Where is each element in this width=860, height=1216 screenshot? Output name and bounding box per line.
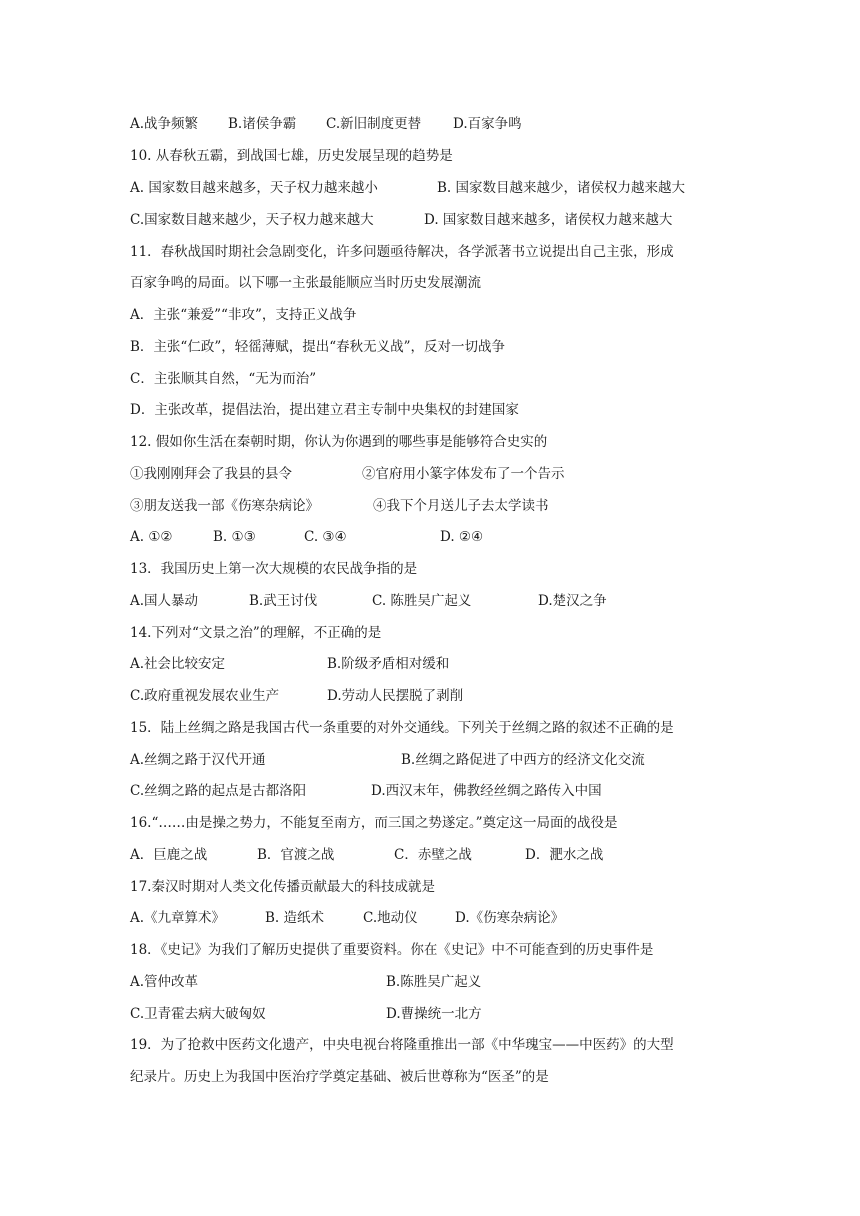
option: A.国人暴动 <box>130 593 199 609</box>
option: D．淝水之战 <box>525 847 604 863</box>
statement: ③朋友送我一部《伤寒杂病论》 <box>130 498 319 514</box>
question-10: 10. 从春秋五霸，到战国七雄，历史发展呈现的趋势是 <box>130 148 453 164</box>
option: C.地动仪 <box>363 910 418 926</box>
option: B.阶级矛盾相对缓和 <box>327 656 450 672</box>
option: B.武王讨伐 <box>249 593 318 609</box>
statement: ①我刚刚拜会了我县的县令 <box>130 466 292 482</box>
option: C.新旧制度更替 <box>326 116 422 132</box>
option: A.战争频繁 <box>130 116 199 132</box>
option: D.劳动人民摆脱了剥削 <box>327 688 464 704</box>
option: C.政府重视发展农业生产 <box>130 688 280 704</box>
question-19: 19．为了抢救中医药文化遗产，中央电视台将隆重推出一部《中华瑰宝——中医药》的大型 <box>130 1037 674 1053</box>
option: B. 造纸术 <box>265 910 325 926</box>
option: B. ①③ <box>213 529 256 545</box>
option: D.《伤寒杂病论》 <box>455 910 565 926</box>
question-17: 17.秦汉时期对人类文化传播贡献最大的科技成就是 <box>130 879 435 895</box>
question-15: 15．陆上丝绸之路是我国古代一条重要的对外交通线。下列关于丝绸之路的叙述不正确的是 <box>130 720 674 736</box>
option: D.曹操统一北方 <box>386 1006 482 1022</box>
question-11-cont: 百家争鸣的局面。以下哪一主张最能顺应当时历史发展潮流 <box>130 275 481 291</box>
statement: ②官府用小篆字体发布了一个告示 <box>362 466 565 482</box>
question-19-cont: 纪录片。历史上为我国中医治疗学奠定基础、被后世尊称为“医圣”的是 <box>130 1069 549 1085</box>
option: D. ②④ <box>440 529 484 545</box>
option: A. ①② <box>130 529 173 545</box>
option: A．主张“兼爱”“非攻”，支持正义战争 <box>130 307 357 323</box>
option: B．主张“仁政”，轻徭薄赋，提出“春秋无义战”，反对一切战争 <box>130 339 506 355</box>
option: B.丝绸之路促进了中西方的经济文化交流 <box>401 752 645 768</box>
option: A.管仲改革 <box>130 974 199 990</box>
option: D.百家争鸣 <box>453 116 522 132</box>
question-12: 12. 假如你生活在秦朝时期，你认为你遇到的哪些事是能够符合史实的 <box>130 434 548 450</box>
option: A．巨鹿之战 <box>130 847 208 863</box>
option: D.楚汉之争 <box>538 593 607 609</box>
option: C. 陈胜吴广起义 <box>372 593 472 609</box>
option: D. 国家数目越来越多，诸侯权力越来越大 <box>424 212 673 228</box>
option: C.丝绸之路的起点是古都洛阳 <box>130 783 307 799</box>
option: A. 国家数目越来越多，天子权力越来越小 <box>130 180 378 196</box>
option: C．赤壁之战 <box>394 847 472 863</box>
question-16: 16.“……由是操之势力，不能复至南方，而三国之势遂定。”奠定这一局面的战役是 <box>130 815 618 831</box>
option: C.卫青霍去病大破匈奴 <box>130 1006 266 1022</box>
option: B．官渡之战 <box>257 847 335 863</box>
statement: ④我下个月送儿子去太学读书 <box>373 498 549 514</box>
option: D.西汉末年，佛教经丝绸之路传入中国 <box>371 783 602 799</box>
option: B. 国家数目越来越少，诸侯权力越来越大 <box>437 180 686 196</box>
option: C．主张顺其自然，“无为而治” <box>130 371 317 387</box>
question-18: 18．《史记》为我们了解历史提供了重要资料。你在《史记》中不可能查到的历史事件是 <box>130 942 654 958</box>
option: C. ③④ <box>304 529 347 545</box>
question-13: 13．我国历史上第一次大规模的农民战争指的是 <box>130 561 418 577</box>
option: A.丝绸之路于汉代开通 <box>130 752 266 768</box>
option: A.《九章算术》 <box>130 910 226 926</box>
question-11: 11．春秋战国时期社会急剧变化，许多问题亟待解决，各学派著书立说提出自己主张，形成 <box>130 244 674 260</box>
question-14: 14.下列对“文景之治”的理解，不正确的是 <box>130 625 382 641</box>
option: B.诸侯争霸 <box>228 116 297 132</box>
option: C.国家数目越来越少，天子权力越来越大 <box>130 212 374 228</box>
option: D．主张改革，提倡法治，提出建立君主专制中央集权的封建国家 <box>130 402 519 418</box>
option: B.陈胜吴广起义 <box>386 974 482 990</box>
option: A.社会比较安定 <box>130 656 226 672</box>
